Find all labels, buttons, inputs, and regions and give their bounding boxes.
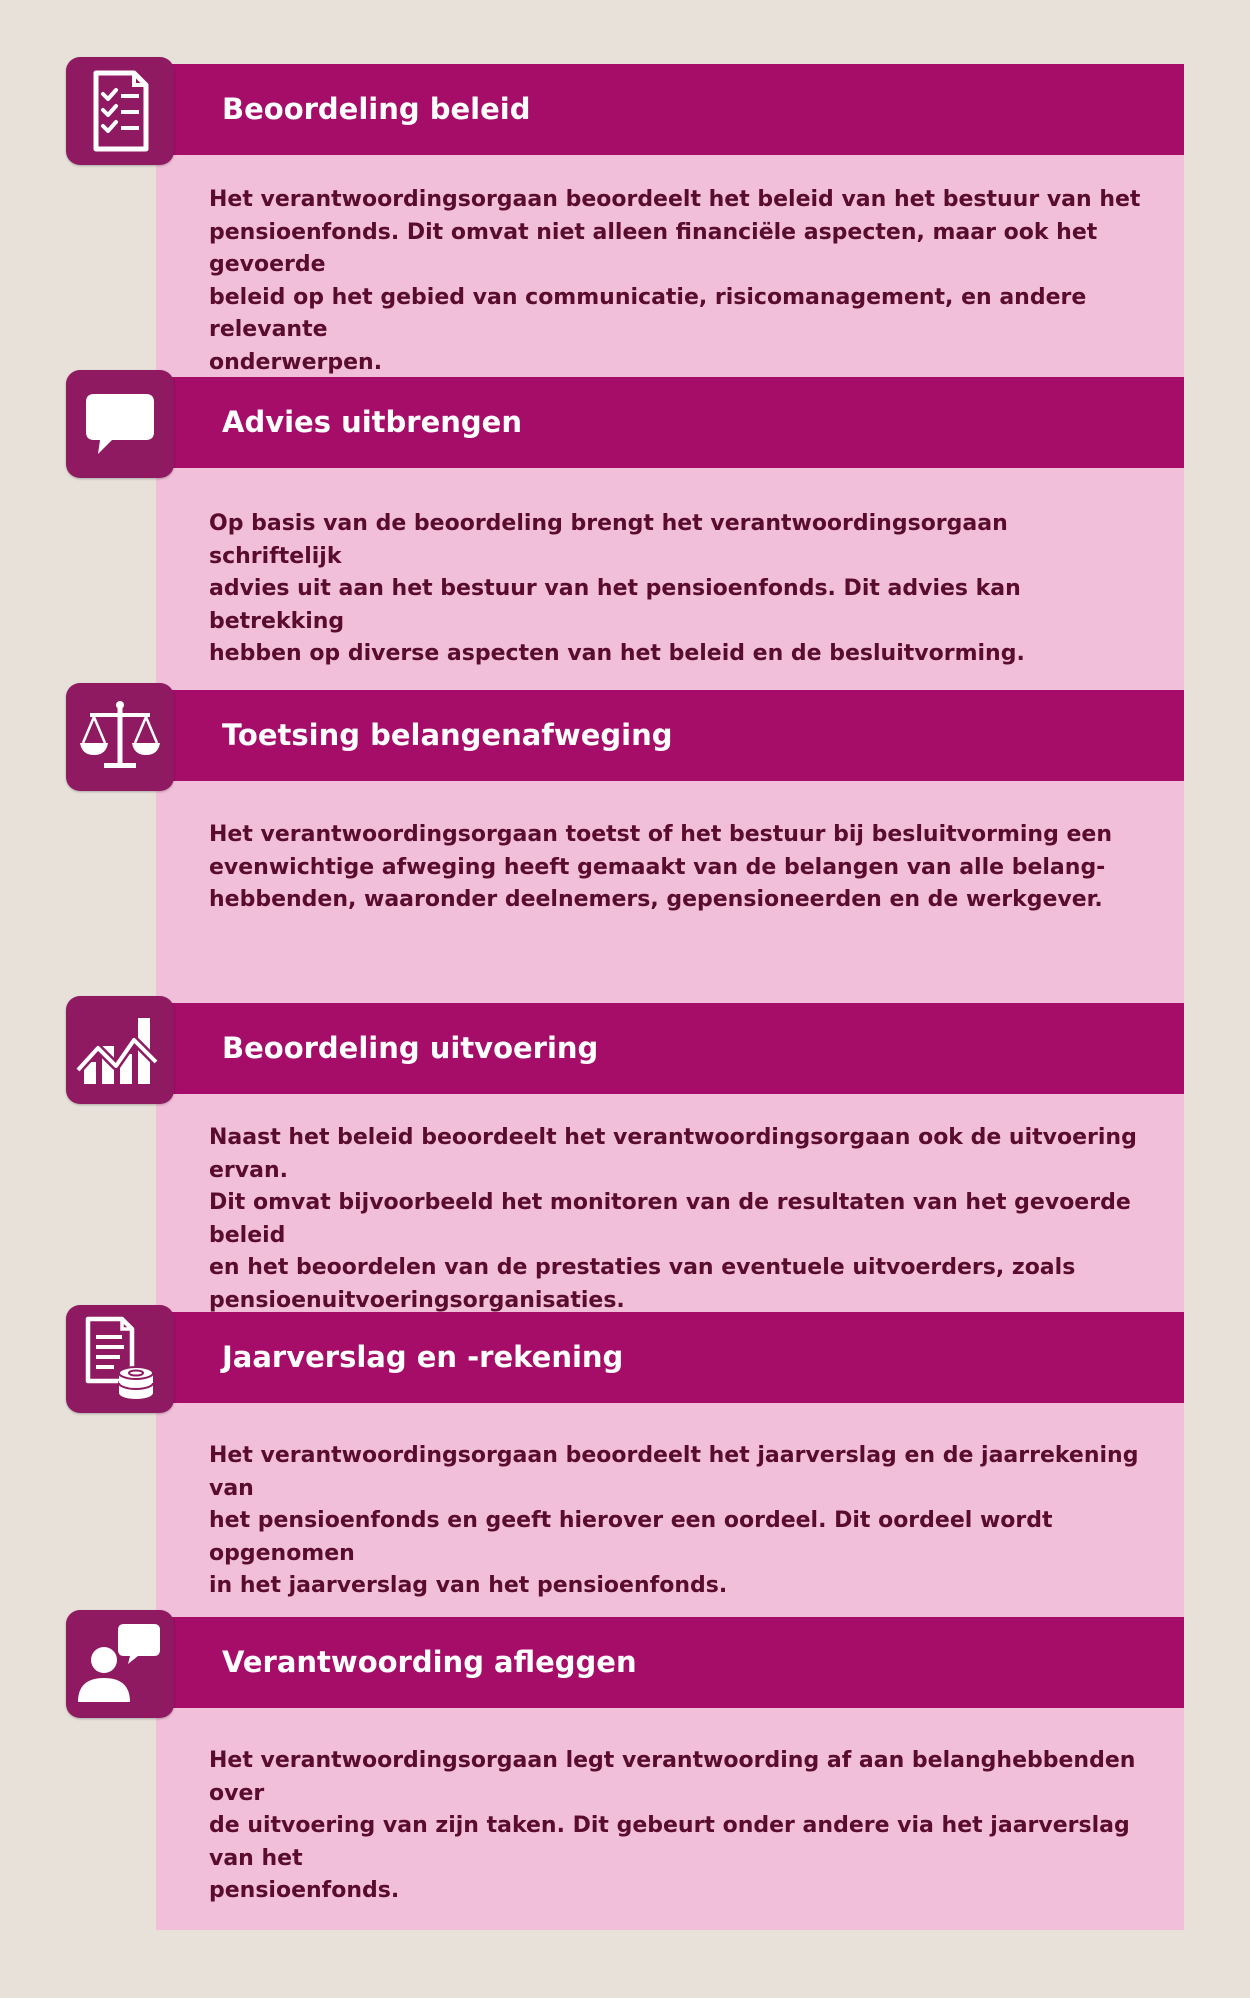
body-line: Op basis van de beoordeling brengt het verantwoordingsorgaan schriftelijk xyxy=(209,511,1008,569)
body-line: Dit omvat bijvoorbeeld het monitoren van de resultaten van het gevoerde beleid xyxy=(209,1190,1131,1248)
section-title: Verantwoording afleggen xyxy=(222,1645,637,1679)
body-line: advies uit aan het bestuur van het pensioenfonds. Dit advies kan betrekking xyxy=(209,576,1021,634)
body-line: pensioenuitvoeringsorganisaties. xyxy=(209,1287,625,1313)
section-body xyxy=(209,508,1144,671)
body-line: Het verantwoordingsorgaan toetst of het bestuur bij besluitvorming een xyxy=(209,822,1112,847)
checklist-icon xyxy=(66,57,174,165)
body-line: Het verantwoordingsorgaan beoordeelt het beleid van het bestuur van het xyxy=(209,187,1141,212)
body-line: in het jaarverslag van het pensioenfonds. xyxy=(209,1573,728,1598)
section-title: Beoordeling beleid xyxy=(222,92,531,126)
body-line: Het verantwoordingsorgaan legt verantwoording af aan belanghebbenden over xyxy=(209,1748,1136,1806)
body-line: hebbenden, waaronder deelnemers, gepensioneerden en de werkgever. xyxy=(209,887,1103,912)
body-line: evenwichtige afweging heeft gemaakt van de belangen van alle belang- xyxy=(209,854,1106,880)
body-line: pensioenfonds. Dit omvat niet alleen financiële aspecten, maar ook het gevoerde xyxy=(209,219,1098,277)
person-speech-icon xyxy=(66,1610,174,1718)
section-title: Beoordeling uitvoering xyxy=(222,1031,599,1065)
section-title: Advies uitbrengen xyxy=(222,405,522,439)
body-line: de uitvoering van zijn taken. Dit gebeurt onder andere via het jaarverslag van het xyxy=(209,1813,1130,1871)
body-line: Het verantwoordingsorgaan beoordeelt het jaarverslag en de jaarrekening van xyxy=(209,1443,1139,1501)
report-coins-icon xyxy=(66,1305,174,1413)
section-title: Toetsing belangenafweging xyxy=(222,718,673,752)
section-title: Jaarverslag en -rekening xyxy=(222,1340,624,1374)
body-line: en het beoordelen van de prestaties van eventuele uitvoerders, zoals xyxy=(209,1255,1076,1280)
section-body xyxy=(209,819,1144,917)
section-body xyxy=(209,1440,1144,1603)
body-line: onderwerpen. xyxy=(209,349,383,375)
body-line: beleid op het gebied van communicatie, risicomanagement, en andere relevante xyxy=(209,284,1087,342)
body-line: Naast het beleid beoordeelt het verantwoordingsorgaan ook de uitvoering ervan. xyxy=(209,1125,1137,1183)
section-body xyxy=(209,184,1144,379)
body-line: het pensioenfonds en geeft hierover een oordeel. Dit oordeel wordt opgenomen xyxy=(209,1508,1053,1566)
body-line: pensioenfonds. xyxy=(209,1878,400,1903)
body-line: hebben op diverse aspecten van het beleid en de besluitvorming. xyxy=(209,641,1025,666)
section-body xyxy=(209,1122,1144,1317)
speech-bubble-icon xyxy=(66,370,174,478)
bar-chart-icon xyxy=(66,996,174,1104)
scales-icon xyxy=(66,683,174,791)
section-body xyxy=(209,1745,1144,1908)
